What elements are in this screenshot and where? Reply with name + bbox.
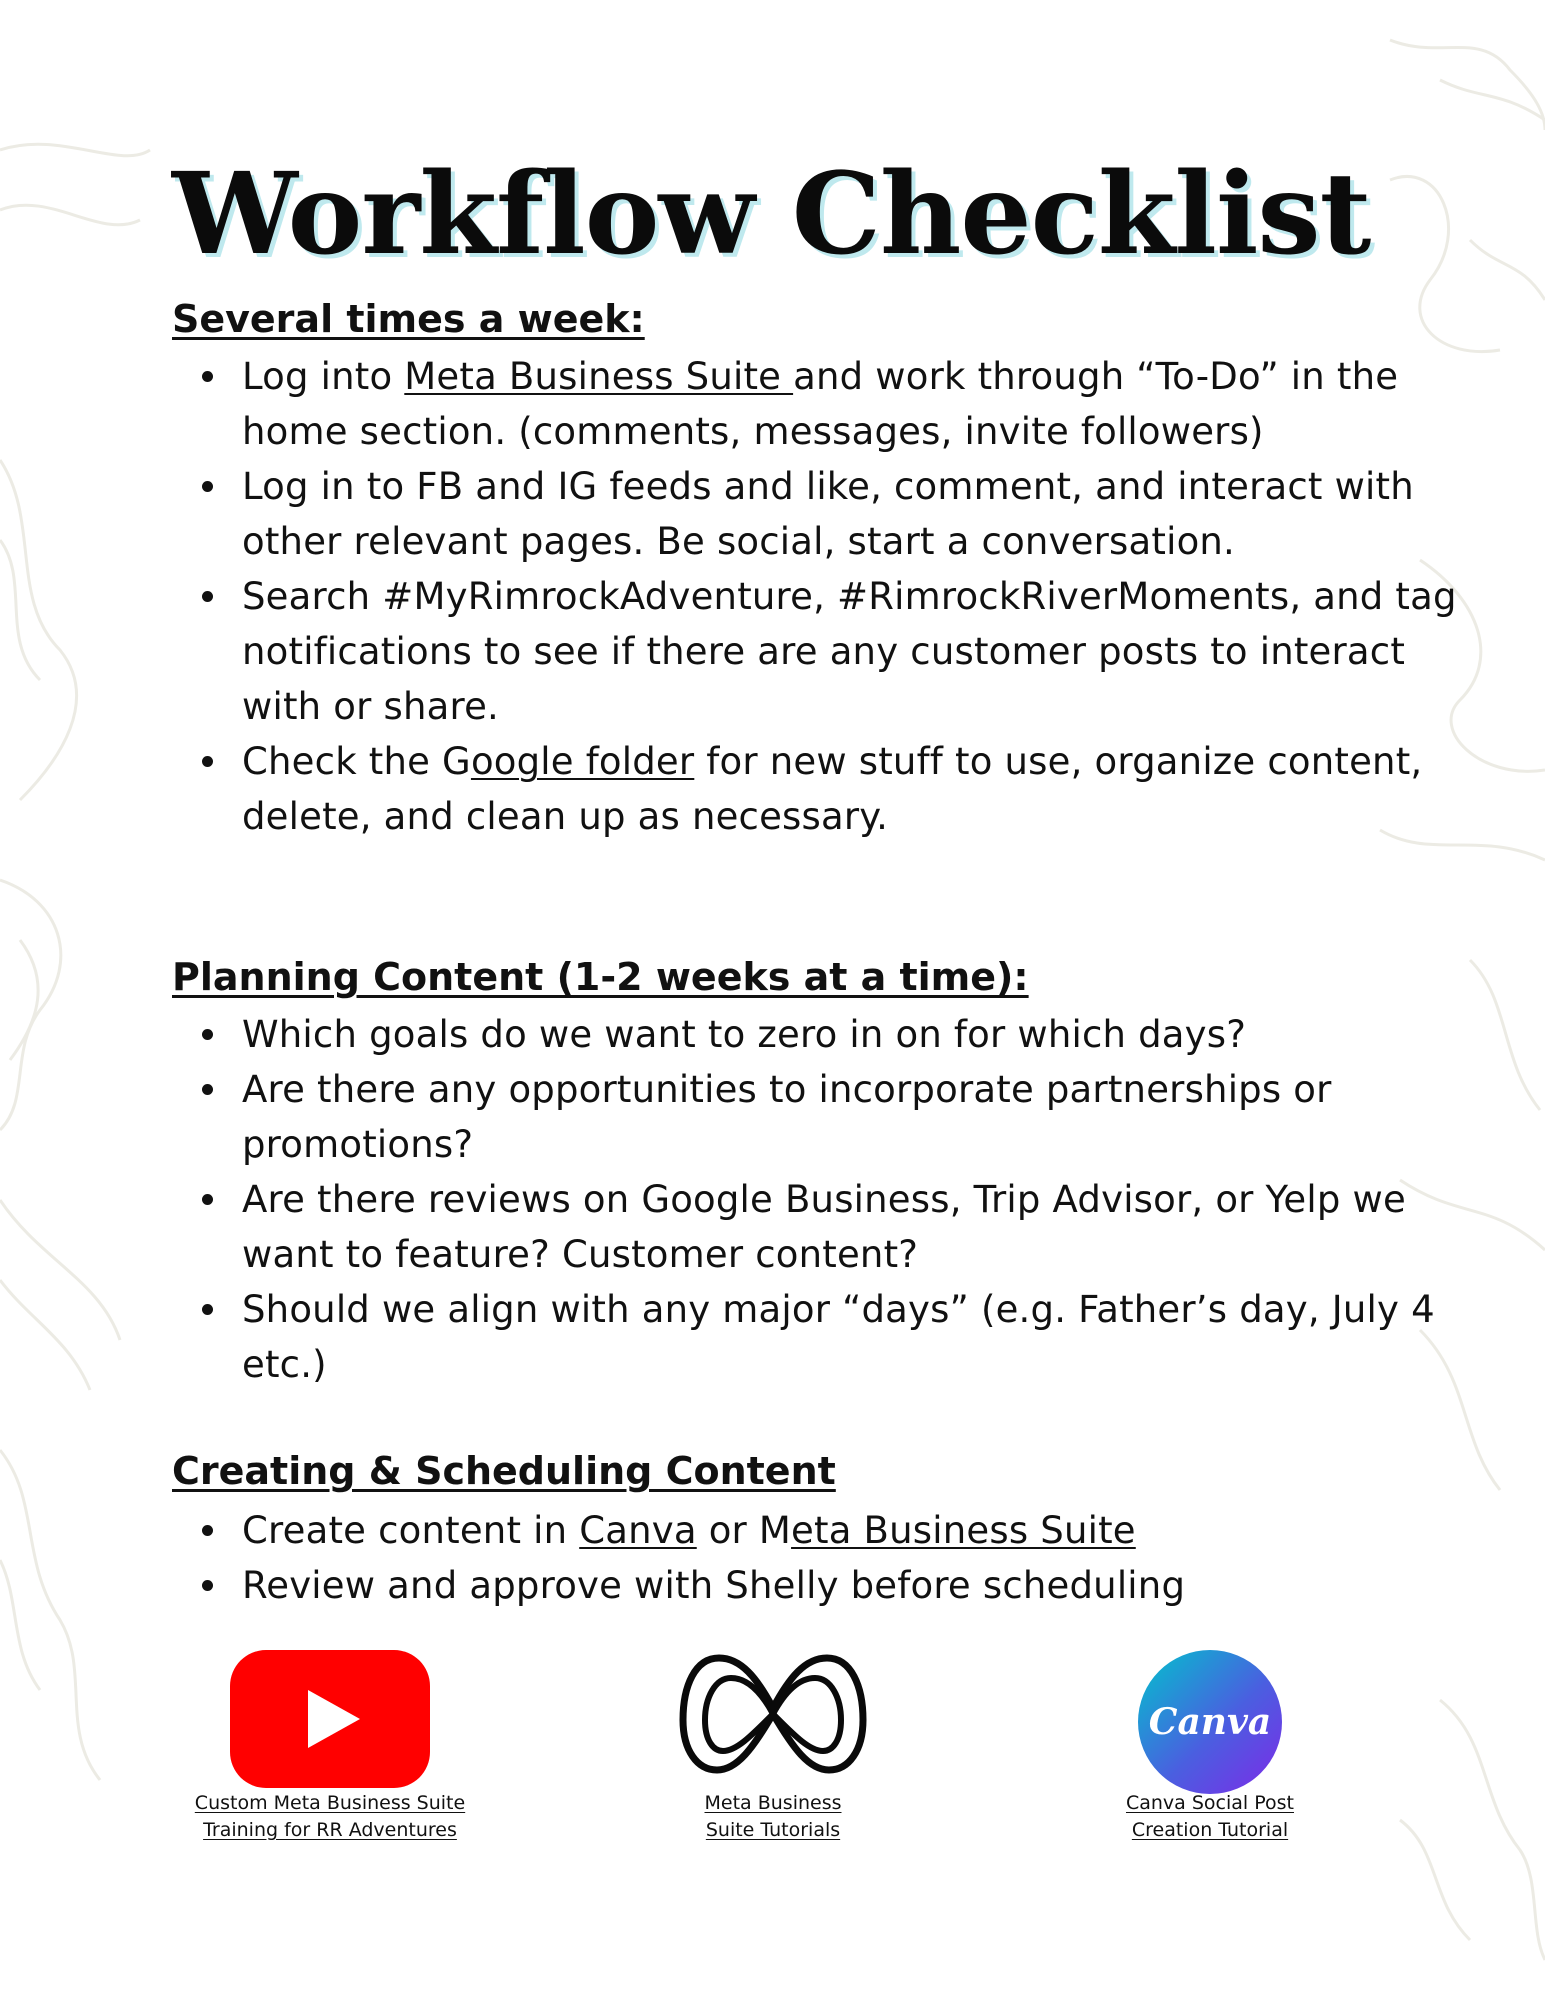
item-text: or M bbox=[696, 1509, 792, 1552]
canva-tutorial-link[interactable] bbox=[1030, 1790, 1390, 1844]
youtube-training-link[interactable] bbox=[150, 1790, 510, 1844]
google-folder-link[interactable]: oogle folder bbox=[470, 740, 695, 783]
list-item bbox=[242, 459, 1482, 569]
list-item bbox=[242, 1007, 1482, 1062]
item-text: Review and approve with Shelly before scheduling bbox=[242, 1564, 1186, 1607]
list-item bbox=[242, 349, 1482, 459]
list-item bbox=[242, 1172, 1482, 1282]
canva-link[interactable]: Canva bbox=[579, 1509, 697, 1552]
caption-line: Suite Tutorials bbox=[705, 1819, 841, 1841]
creating-scheduling-list bbox=[172, 1503, 1482, 1613]
section-heading-planning-content: Planning Content (1-2 weeks at a time): bbox=[172, 955, 1029, 999]
youtube-play-icon[interactable] bbox=[228, 1648, 432, 1790]
item-text: Search #MyRimrockAdventure, #RimrockRiverMoments, and tag notifications to see if there are any customer posts to interact with or share. bbox=[242, 575, 1457, 728]
meta-business-suite-link[interactable]: Meta Business Suite bbox=[404, 355, 794, 398]
list-item bbox=[242, 1282, 1482, 1392]
item-text: Create content in bbox=[242, 1509, 580, 1552]
list-item bbox=[242, 569, 1482, 734]
caption-line: Creation Tutorial bbox=[1131, 1819, 1289, 1841]
page-title: Workflow Checklist bbox=[172, 149, 1371, 280]
caption-line: Training for RR Adventures bbox=[203, 1819, 457, 1841]
several-times-a-week-list bbox=[172, 349, 1482, 844]
list-item bbox=[242, 1503, 1482, 1558]
section-heading-creating-scheduling: Creating & Scheduling Content bbox=[172, 1449, 836, 1493]
canva-logo-icon[interactable] bbox=[1136, 1648, 1284, 1796]
caption-line: Meta Business bbox=[704, 1792, 842, 1814]
caption-line: Canva Social Post bbox=[1125, 1792, 1294, 1814]
item-text: for new stuff to use, organize content, delete, and clean up as necessary. bbox=[242, 740, 1423, 838]
meta-infinity-icon[interactable] bbox=[675, 1650, 871, 1780]
canva-logo-text: Canva bbox=[1148, 1701, 1272, 1743]
item-text: Which goals do we want to zero in on for which days? bbox=[242, 1013, 1247, 1056]
section-heading-several-times-a-week: Several times a week: bbox=[172, 297, 645, 341]
list-item bbox=[242, 1558, 1482, 1613]
item-text: Log into bbox=[242, 355, 405, 398]
item-text: Log in to FB and IG feeds and like, comment, and interact with other relevant pages. Be social, start a conversation. bbox=[242, 465, 1414, 563]
meta-tutorials-link[interactable] bbox=[593, 1790, 953, 1844]
caption-line: Custom Meta Business Suite bbox=[194, 1792, 466, 1814]
item-text: and work through “To-Do” in the home section. (comments, messages, invite followers) bbox=[242, 355, 1399, 453]
list-item bbox=[242, 734, 1482, 844]
item-text: Should we align with any major “days” (e.g. Father’s day, July 4 etc.) bbox=[242, 1288, 1435, 1386]
item-text: Check the G bbox=[242, 740, 471, 783]
item-text: Are there reviews on Google Business, Trip Advisor, or Yelp we want to feature? Customer content? bbox=[242, 1178, 1406, 1276]
list-item bbox=[242, 1062, 1482, 1172]
item-text: Are there any opportunities to incorporate partnerships or promotions? bbox=[242, 1068, 1332, 1166]
planning-content-list bbox=[172, 1007, 1482, 1392]
meta-business-suite-link[interactable]: eta Business Suite bbox=[791, 1509, 1136, 1552]
